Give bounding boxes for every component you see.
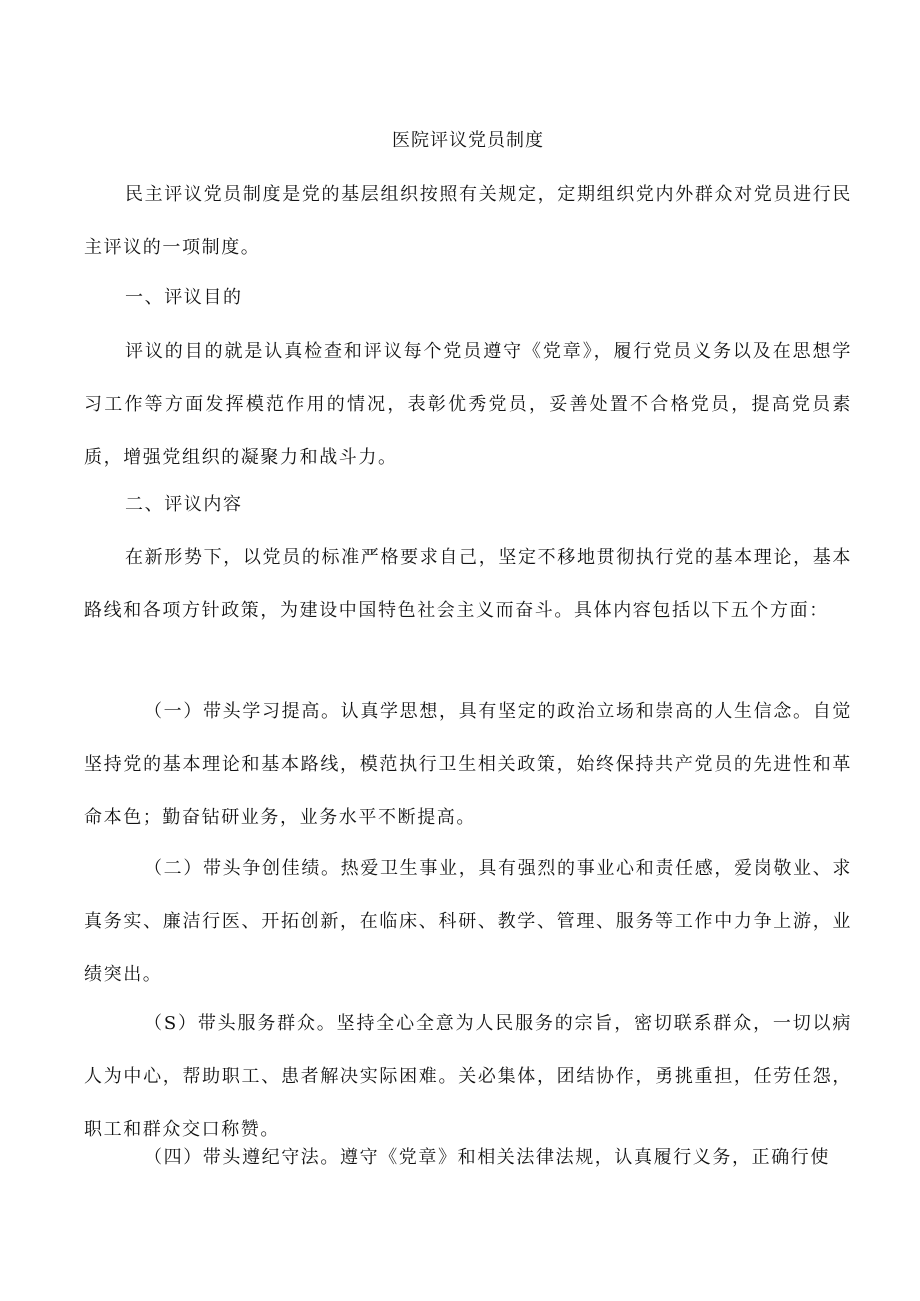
content-item-4: （四）带头遵纪守法。遵守《党章》和相关法律法规，认真履行义务，正确行使	[144, 1147, 830, 1168]
content-item-2: （二）带头争创佳绩。热爱卫生事业，具有强烈的事业心和责任感，爱岗敬业、求真务实、廉洁行医、开拓创新，在临床、科研、教学、管理、服务等工作中力争上游，业绩突出。	[84, 858, 852, 985]
content-item-1: （一）带头学习提高。认真学思想，具有坚定的政治立场和崇高的人生信念。自觉坚持党的基本理论和基本路线，模范执行卫生相关政策，始终保持共产党员的先进性和革命本色；勤奋钻研业务，业务水平不断提高。	[84, 701, 852, 828]
section-heading-content: 二、评议内容	[125, 494, 243, 515]
section-heading-purpose: 一、评议目的	[125, 287, 243, 308]
intro-paragraph: 民主评议党员制度是党的基层组织按照有关规定，定期组织党内外群众对党员进行民主评议的一项制度。	[84, 184, 852, 258]
document-title: 医院评议党员制度	[392, 130, 544, 151]
content-item-3: （S）带头服务群众。坚持全心全意为人民服务的宗旨，密切联系群众，一切以病人为中心，帮助职工、患者解决实际困难。关必集体，团结协作，勇挑重担，任劳任怨，职工和群众交口称赞。	[84, 1013, 852, 1140]
content-intro-paragraph: 在新形势下，以党员的标准严格要求自己，坚定不移地贯彻执行党的基本理论，基本路线和各项方针政策，为建设中国特色社会主义而奋斗。具体内容包括以下五个方面：	[84, 547, 852, 621]
purpose-paragraph: 评议的目的就是认真检查和评议每个党员遵守《党章》，履行党员义务以及在思想学习工作等方面发挥模范作用的情况，表彰优秀党员，妥善处置不合格党员，提高党员素质，增强党组织的凝聚力和战斗力。	[84, 341, 852, 468]
